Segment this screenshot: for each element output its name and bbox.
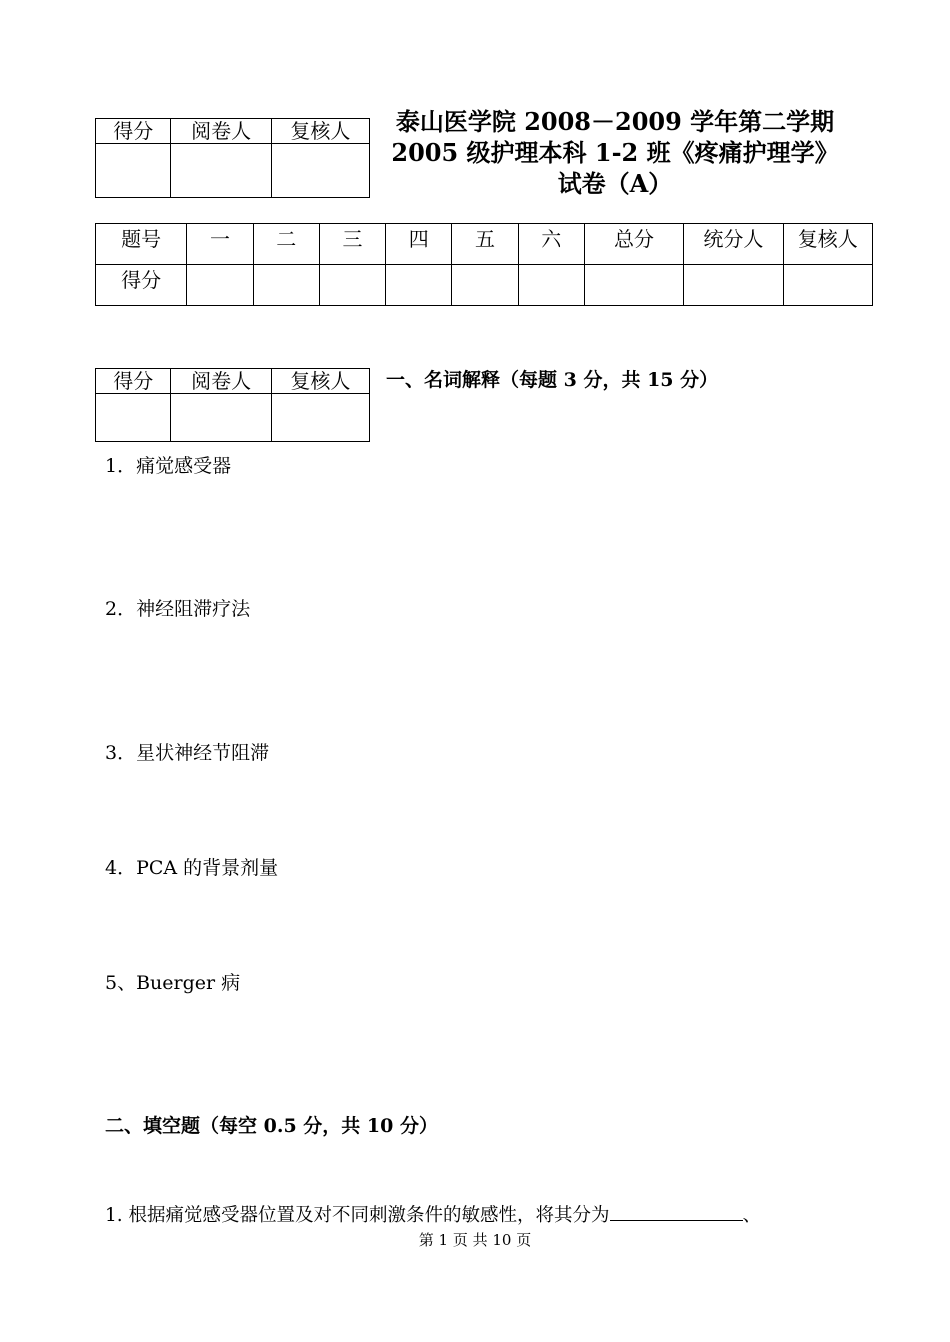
col-header-tallier: 统分人 bbox=[684, 224, 783, 265]
question-2-1 bbox=[105, 1200, 761, 1229]
page-footer: 第 1 页 共 10 页 bbox=[418, 1231, 532, 1249]
question-2-1-tail: 、 bbox=[742, 1205, 762, 1226]
score-cell-5 bbox=[452, 265, 518, 306]
section1-title: 一、名词解释（每题 3 分，共 15 分） bbox=[386, 369, 719, 391]
score-cell bbox=[96, 144, 171, 198]
score-cell-1 bbox=[187, 265, 253, 306]
score-cell-tallier bbox=[684, 265, 783, 306]
grader-header: 阅卷人 bbox=[171, 119, 271, 144]
score-cell-2 bbox=[253, 265, 319, 306]
top-grader-box bbox=[95, 118, 370, 198]
col-header-2: 二 bbox=[253, 224, 319, 265]
score-cell-total bbox=[584, 265, 683, 306]
section1-grader-box bbox=[95, 368, 370, 442]
question-1-2: 2．神经阻滞疗法 bbox=[105, 598, 251, 620]
col-header-6: 六 bbox=[518, 224, 584, 265]
title-line-3: 试卷（A） bbox=[557, 169, 673, 198]
score-cell-reviewer bbox=[783, 265, 872, 306]
col-header-reviewer: 复核人 bbox=[783, 224, 872, 265]
question-1-1: 1．痛觉感受器 bbox=[105, 455, 232, 477]
exam-title bbox=[380, 106, 850, 199]
col-header-5: 五 bbox=[452, 224, 518, 265]
score-cell bbox=[96, 394, 171, 442]
row-label-score: 得分 bbox=[96, 265, 187, 306]
grader-cell bbox=[171, 144, 271, 198]
reviewer-cell bbox=[271, 144, 369, 198]
score-cell-6 bbox=[518, 265, 584, 306]
grader-header: 阅卷人 bbox=[171, 369, 271, 394]
score-cell-3 bbox=[319, 265, 385, 306]
title-line-1: 泰山医学院 2008－2009 学年第二学期 bbox=[395, 107, 835, 136]
score-header: 得分 bbox=[96, 119, 171, 144]
score-header: 得分 bbox=[96, 369, 171, 394]
reviewer-header: 复核人 bbox=[271, 369, 369, 394]
answer-blank[interactable] bbox=[610, 1200, 743, 1221]
reviewer-cell bbox=[271, 394, 369, 442]
title-line-2: 2005 级护理本科 1-2 班《疼痛护理学》 bbox=[391, 138, 839, 167]
col-header-total: 总分 bbox=[584, 224, 683, 265]
question-2-1-text: 1. 根据痛觉感受器位置及对不同刺激条件的敏感性，将其分为 bbox=[105, 1205, 610, 1226]
section2-title: 二、填空题（每空 0.5 分，共 10 分） bbox=[105, 1115, 438, 1137]
score-summary-table bbox=[95, 223, 873, 306]
question-1-5: 5、Buerger 病 bbox=[105, 972, 241, 994]
question-1-4: 4．PCA 的背景剂量 bbox=[105, 857, 279, 879]
col-header-number: 题号 bbox=[96, 224, 187, 265]
col-header-4: 四 bbox=[386, 224, 452, 265]
reviewer-header: 复核人 bbox=[271, 119, 369, 144]
col-header-1: 一 bbox=[187, 224, 253, 265]
col-header-3: 三 bbox=[319, 224, 385, 265]
score-cell-4 bbox=[386, 265, 452, 306]
grader-cell bbox=[171, 394, 271, 442]
question-1-3: 3．星状神经节阻滞 bbox=[105, 742, 270, 764]
